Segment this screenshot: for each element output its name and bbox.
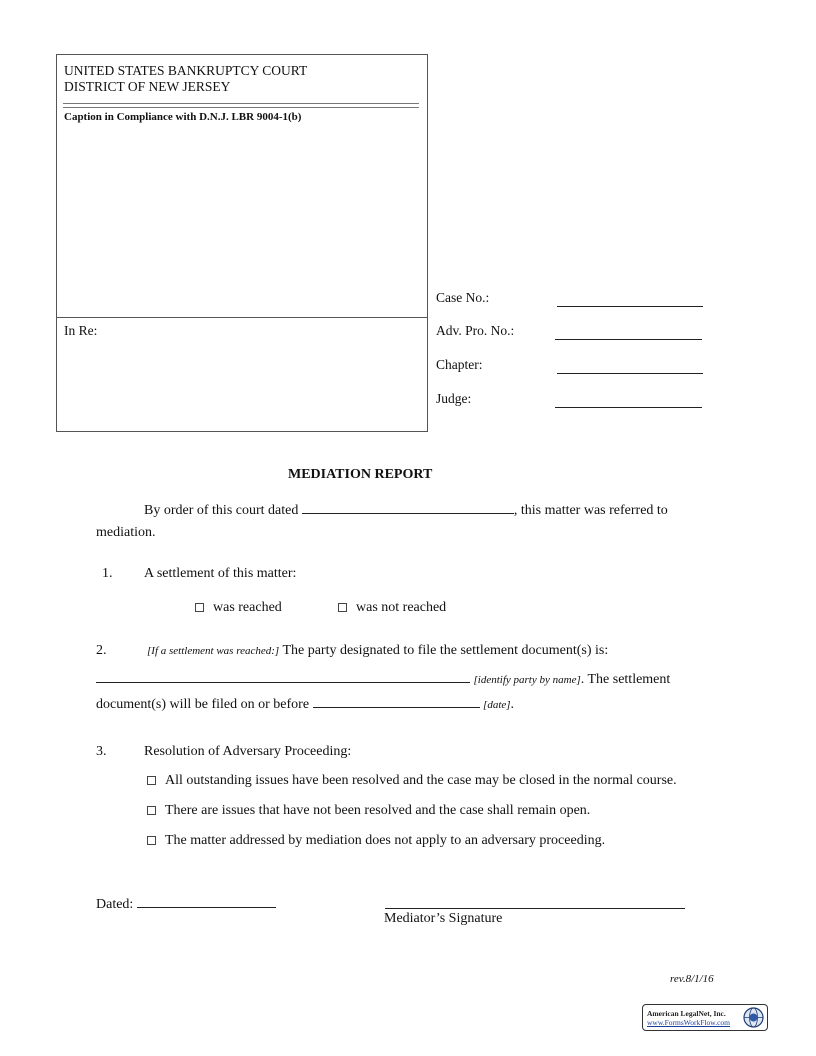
item2-line-3: [96, 694, 514, 713]
option-reached-label: was reached: [213, 600, 282, 615]
item2-number: 2.: [96, 643, 107, 658]
resolution-option-2[interactable]: [147, 803, 590, 819]
option-not-reached-label: was not reached: [356, 600, 447, 615]
option-reached[interactable]: [195, 600, 282, 616]
logo-url[interactable]: www.FormsWorkFlow.com: [647, 1018, 731, 1027]
double-rule-divider: [63, 103, 419, 108]
chapter-label: Chapter:: [436, 357, 483, 372]
item2-period: .: [510, 697, 515, 712]
logo-company: American LegalNet, Inc.: [647, 1009, 726, 1018]
resolution-option-1-label: All outstanding issues have been resolved and the case may be closed in the normal course.: [165, 773, 677, 788]
resolution-option-3[interactable]: [147, 833, 605, 849]
intro-text-1: By order of this court dated: [144, 503, 299, 518]
court-line-1: UNITED STATES BANKRUPTCY COURT: [64, 63, 308, 78]
resolution-option-3-label: The matter addressed by mediation does not apply to an adversary proceeding.: [165, 833, 606, 848]
case-no-field[interactable]: [557, 292, 703, 307]
item2-text: The party designated to file the settlement document(s) is:: [282, 643, 609, 658]
order-date-field[interactable]: [302, 500, 514, 514]
compliance-note: Caption in Compliance with D.N.J. LBR 9004-1(b): [64, 111, 302, 123]
signature-line[interactable]: [385, 908, 685, 909]
forms-workflow-logo[interactable]: [642, 1004, 768, 1031]
item2-line-1: [147, 643, 608, 659]
resolution-option-1[interactable]: [147, 773, 677, 789]
dated-label: Dated:: [96, 897, 134, 912]
item3-text: Resolution of Adversary Proceeding:: [144, 744, 352, 759]
resolution-checkbox-1[interactable]: [147, 776, 156, 785]
identify-party-note: [identify party by name]: [473, 674, 581, 686]
resolution-option-2-label: There are issues that have not been resolved and the case shall remain open.: [165, 803, 591, 818]
item2-text-3: document(s) will be filed on or before: [96, 697, 310, 712]
settlement-party-field[interactable]: [96, 669, 470, 683]
judge-label: Judge:: [436, 391, 472, 406]
option-not-reached[interactable]: [338, 600, 446, 616]
caption-box: [56, 54, 428, 432]
resolution-checkbox-3[interactable]: [147, 836, 156, 845]
adv-pro-no-field[interactable]: [555, 325, 702, 340]
item3-number: 3.: [96, 744, 107, 759]
document-title: MEDIATION REPORT: [288, 467, 433, 482]
not-reached-checkbox[interactable]: [338, 603, 347, 612]
filing-date-field[interactable]: [313, 694, 480, 708]
resolution-checkbox-2[interactable]: [147, 806, 156, 815]
dated-field[interactable]: [137, 894, 276, 908]
item1-text: A settlement of this matter:: [144, 566, 297, 581]
reached-checkbox[interactable]: [195, 603, 204, 612]
case-no-label: Case No.:: [436, 290, 490, 305]
mediator-signature-label: Mediator’s Signature: [384, 911, 503, 926]
adv-pro-no-label: Adv. Pro. No.:: [436, 323, 515, 338]
item1-number: 1.: [102, 566, 113, 581]
date-note: [date]: [483, 699, 511, 711]
intro-text-3: mediation.: [96, 525, 156, 540]
court-name: [64, 63, 307, 95]
intro-text-2: , this matter was referred to: [513, 503, 668, 518]
chapter-field[interactable]: [557, 359, 703, 374]
caption-divider: [57, 317, 427, 318]
item2-line-2: [96, 669, 670, 688]
item2-bracket-note: [If a settlement was reached:]: [147, 645, 280, 657]
dated-line: [96, 894, 276, 913]
globe-icon: [743, 1007, 764, 1028]
in-re-label: In Re:: [64, 323, 98, 338]
intro-line-1: [144, 500, 668, 519]
item2-text-2: . The settlement: [580, 672, 671, 687]
judge-field[interactable]: [555, 393, 702, 408]
revision-date: rev.8/1/16: [670, 973, 714, 985]
court-line-2: DISTRICT OF NEW JERSEY: [64, 79, 231, 94]
